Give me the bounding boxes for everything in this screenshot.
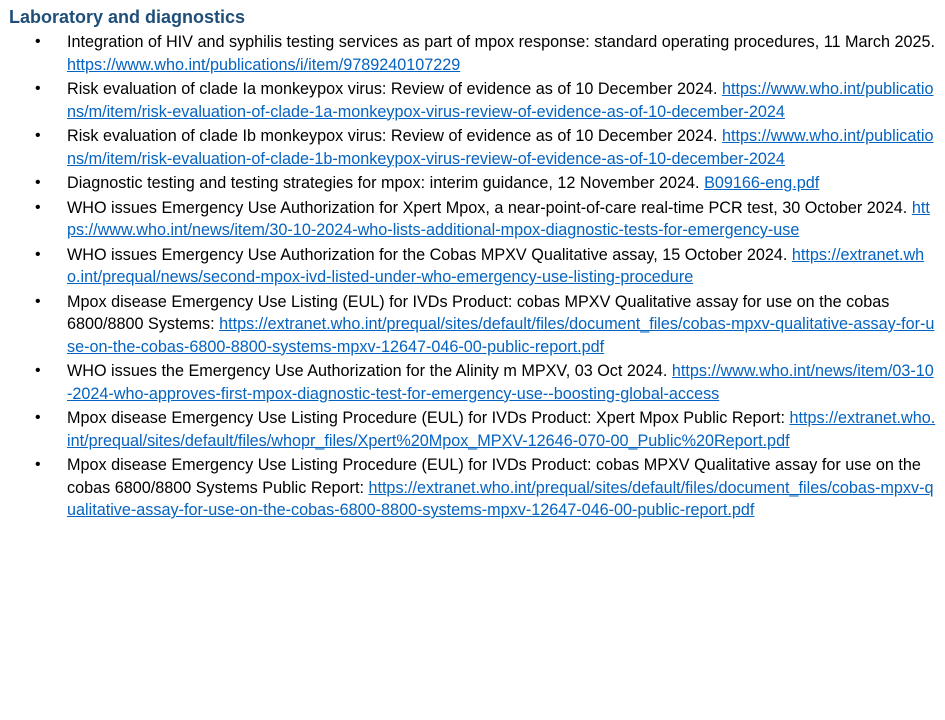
item-link[interactable]: https://extranet.who.int/prequal/sites/default/files/document_files/cobas-mpxv-qualitative-assay-for-use-on-the-cobas-6800-8800-systems-mpxv-12647-046-00-public-report.pdf	[67, 315, 935, 356]
item-link[interactable]: https://www.who.int/publications/i/item/9789240107229	[67, 55, 461, 74]
item-text: Diagnostic testing and testing strategies for mpox: interim guidance, 12 November 2024.	[67, 174, 705, 192]
item-text: WHO issues Emergency Use Authorization for Xpert Mpox, a near-point-of-care real-time PCR test, 30 October 2024.	[67, 198, 912, 217]
list-item	[9, 172, 937, 195]
bullet-icon: •	[35, 174, 41, 191]
list-item	[9, 291, 937, 359]
item-link[interactable]: https://extranet.who.int/prequal/news/second-mpox-ivd-listed-under-who-emergency-use-listing-procedure	[67, 245, 925, 286]
list-item	[9, 197, 937, 242]
list-item	[9, 454, 937, 522]
item-link[interactable]: https://extranet.who.int/prequal/sites/default/files/whopr_files/Xpert%20Mpox_MPXV-12646-070-00_Public%20Report.pdf	[67, 409, 936, 450]
item-text: WHO issues the Emergency Use Authorization for the Alinity m MPXV, 03 Oct 2024.	[67, 362, 672, 380]
bullet-icon: •	[35, 80, 41, 97]
list-item	[9, 31, 937, 76]
bullet-icon: •	[35, 456, 41, 473]
reference-list	[9, 31, 937, 522]
item-text: Mpox disease Emergency Use Listing Procedure (EUL) for IVDs Product: Xpert Mpox Public Report:	[67, 409, 790, 427]
item-link[interactable]: https://www.who.int/news/item/30-10-2024-who-lists-additional-mpox-diagnostic-tests-for-emergency-use	[67, 198, 930, 239]
list-item	[9, 360, 937, 405]
bullet-icon: •	[35, 127, 41, 144]
bullet-icon: •	[35, 33, 41, 50]
item-link[interactable]: B09166-eng.pdf	[704, 174, 820, 192]
item-text: Risk evaluation of clade Ib monkeypox virus: Review of evidence as of 10 December 2024.	[67, 127, 723, 145]
item-link[interactable]: https://extranet.who.int/prequal/sites/default/files/document_files/cobas-mpxv-qualitative-assay-for-use-on-the-cobas-6800-8800-systems-mpxv-12647-046-00-public-report.pdf	[67, 478, 934, 519]
section-heading: Laboratory and diagnostics	[9, 7, 246, 27]
list-item	[9, 407, 937, 452]
bullet-icon: •	[35, 292, 41, 310]
item-link[interactable]: https://www.who.int/news/item/03-10-2024-who-approves-first-mpox-diagnostic-test-for-emergency-use--boosting-global-access	[67, 362, 934, 403]
item-link[interactable]: https://www.who.int/publications/m/item/risk-evaluation-of-clade-1b-monkeypox-virus-review-of-evidence-as-of-10-december-2024	[67, 127, 934, 168]
list-item	[9, 78, 937, 123]
bullet-icon: •	[35, 409, 41, 426]
bullet-icon: •	[35, 245, 41, 263]
list-item	[9, 125, 937, 170]
item-text: Integration of HIV and syphilis testing services as part of mpox response: standard operating procedures, 11 March 2025.	[67, 33, 936, 51]
list-item	[9, 244, 937, 289]
item-link[interactable]: https://www.who.int/publications/m/item/risk-evaluation-of-clade-1a-monkeypox-virus-review-of-evidence-as-of-10-december-2024	[67, 80, 934, 121]
item-text: Mpox disease Emergency Use Listing Procedure (EUL) for IVDs Product: cobas MPXV Qualitative assay for use on the cobas 6800/8800 Systems Public Report:	[67, 456, 921, 497]
item-text: WHO issues Emergency Use Authorization for the Cobas MPXV Qualitative assay, 15 October 2024.	[67, 245, 792, 264]
item-text: Mpox disease Emergency Use Listing (EUL) for IVDs Product: cobas MPXV Qualitative assay for use on the cobas 6800/8800 Systems:	[67, 292, 890, 333]
bullet-icon: •	[35, 362, 41, 379]
item-text: Risk evaluation of clade Ia monkeypox virus: Review of evidence as of 10 December 2024.	[67, 80, 723, 98]
bullet-icon: •	[35, 198, 41, 216]
